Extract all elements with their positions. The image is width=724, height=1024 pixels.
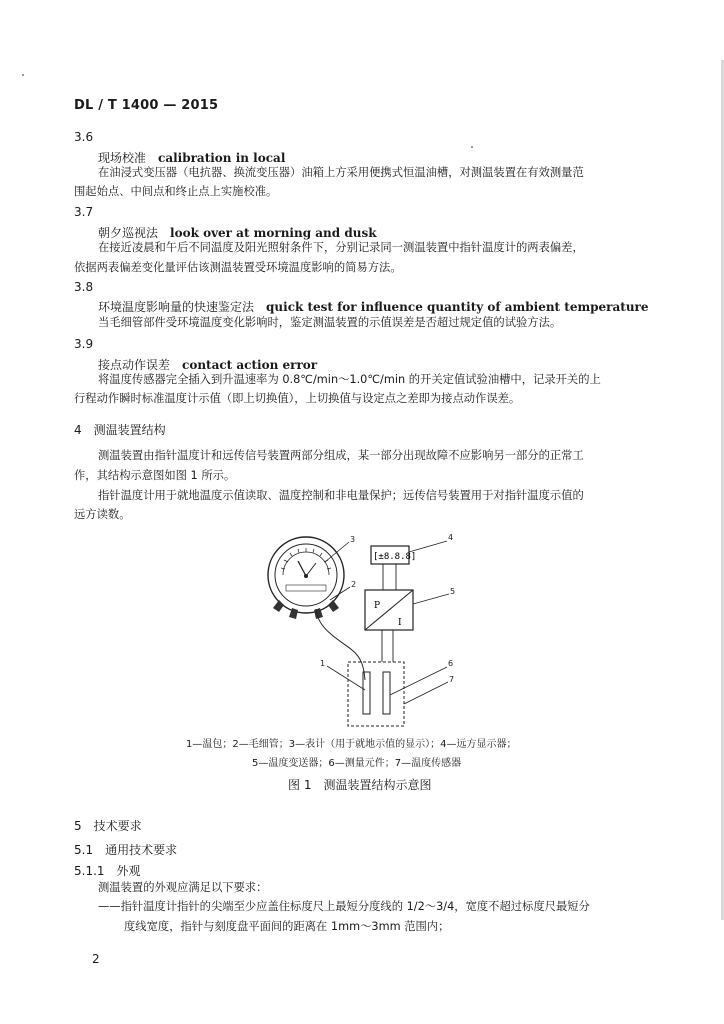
paragraph-line: 围起始点、中间点和终止点上实施校准。 <box>74 185 278 198</box>
bulb-element <box>363 672 370 714</box>
callout-6: 6 <box>448 659 454 668</box>
gauge-dial-icon <box>268 537 344 619</box>
paragraph-line: 远方读数。 <box>74 508 131 521</box>
term-cn: 环境温度影响量的快速鉴定法 <box>98 300 255 314</box>
term-en: contact action error <box>182 358 318 372</box>
term-en: quick test for influence quantity of ambient temperature <box>266 300 649 314</box>
figure-legend-line: 1—温包；2—毛细管；3—表计（用于就地示值的显示）；4—远方显示器； <box>186 739 517 750</box>
callout-5: 5 <box>450 587 456 596</box>
capillary-tube <box>316 609 365 680</box>
block-label-i: I <box>398 618 402 628</box>
section-number-3-7: 3.7 <box>74 205 94 219</box>
paragraph-line: 依据两表偏差变化量评估该测温装置受环境温度影响的简易方法。 <box>74 261 402 274</box>
term-cn: 接点动作误差 <box>98 358 171 372</box>
paragraph-line: 行程动作瞬时标准温度计示值（即上切换值），上切换值与设定点之差即为接点动作误差。 <box>74 392 521 405</box>
paragraph-line: 测温装置由指针温度计和远传信号装置两部分组成，某一部分出现故障不应影响另一部分的正常工 <box>98 449 584 462</box>
paragraph-line: 在油浸式变压器（电抗器、换流变压器）油箱上方采用便携式恒温油槽，对测温装置在有效测量范 <box>98 166 584 179</box>
standard-code-header: DL / T 1400 — 2015 <box>74 98 219 113</box>
scan-speck <box>22 74 24 76</box>
block-label-p: P <box>374 601 381 611</box>
remote-display-readout: [±8.8.8] <box>373 552 417 562</box>
callout-7: 7 <box>449 675 455 684</box>
bullet-line: ——指针温度计指针的尖端至少应盖住标度尺上最短分度线的 1/2～3/4，宽度不超过标度尺最短分 <box>98 900 590 913</box>
bullet-line: 度线宽度，指针与刻度盘平面间的距离在 1mm～3mm 范围内； <box>124 920 450 933</box>
paragraph-line: 指针温度计用于就地温度示值读取、温度控制和非电量保护；远传信号装置用于对指针温度示值的 <box>98 489 584 502</box>
term-cn: 现场校准 <box>98 151 147 165</box>
term-cn: 朝夕巡视法 <box>98 226 159 240</box>
section-heading-4: 4 测温装置结构 <box>74 423 166 437</box>
paragraph-line: 将温度传感器完全插入到升温速率为 0.8℃/min～1.0℃/min 的开关定值试验油槽中，记录开关的上 <box>98 373 601 386</box>
term-en: calibration in local <box>158 151 286 165</box>
structure-diagram <box>250 530 480 740</box>
section-number-3-6: 3.6 <box>74 130 94 144</box>
section-heading-5-1: 5.1 通用技术要求 <box>74 843 178 857</box>
callout-1: 1 <box>320 659 326 668</box>
callout-3: 3 <box>350 535 356 544</box>
measuring-element <box>383 672 390 714</box>
figure-legend-line: 5—温度变送器；6—测量元件；7—温度传感器 <box>252 758 462 769</box>
section-heading-5: 5 技术要求 <box>74 819 142 833</box>
paragraph-line: 测温装置的外观应满足以下要求： <box>98 881 268 894</box>
figure-title: 图 1 测温装置结构示意图 <box>288 778 432 792</box>
paragraph-line: 作，其结构示意图如图 1 所示。 <box>74 469 236 482</box>
scan-speck <box>471 146 473 148</box>
section-number-3-9: 3.9 <box>74 337 94 351</box>
term-en: look over at morning and dusk <box>170 226 377 240</box>
section-heading-5-1-1: 5.1.1 外观 <box>74 864 141 878</box>
callout-4: 4 <box>448 533 454 542</box>
paragraph-line: 当毛细管部件受环境温度变化影响时，鉴定测温装置的示值误差是否超过规定值的试验方法。 <box>98 316 562 329</box>
callout-2: 2 <box>351 580 357 589</box>
paragraph-line: 在接近凌晨和午后不同温度及阳光照射条件下，分别记录同一测温装置中指针温度计的两表偏差， <box>98 241 584 254</box>
section-number-3-8: 3.8 <box>74 280 94 294</box>
page-number: 2 <box>92 952 100 966</box>
sensor-enclosure <box>348 662 404 726</box>
